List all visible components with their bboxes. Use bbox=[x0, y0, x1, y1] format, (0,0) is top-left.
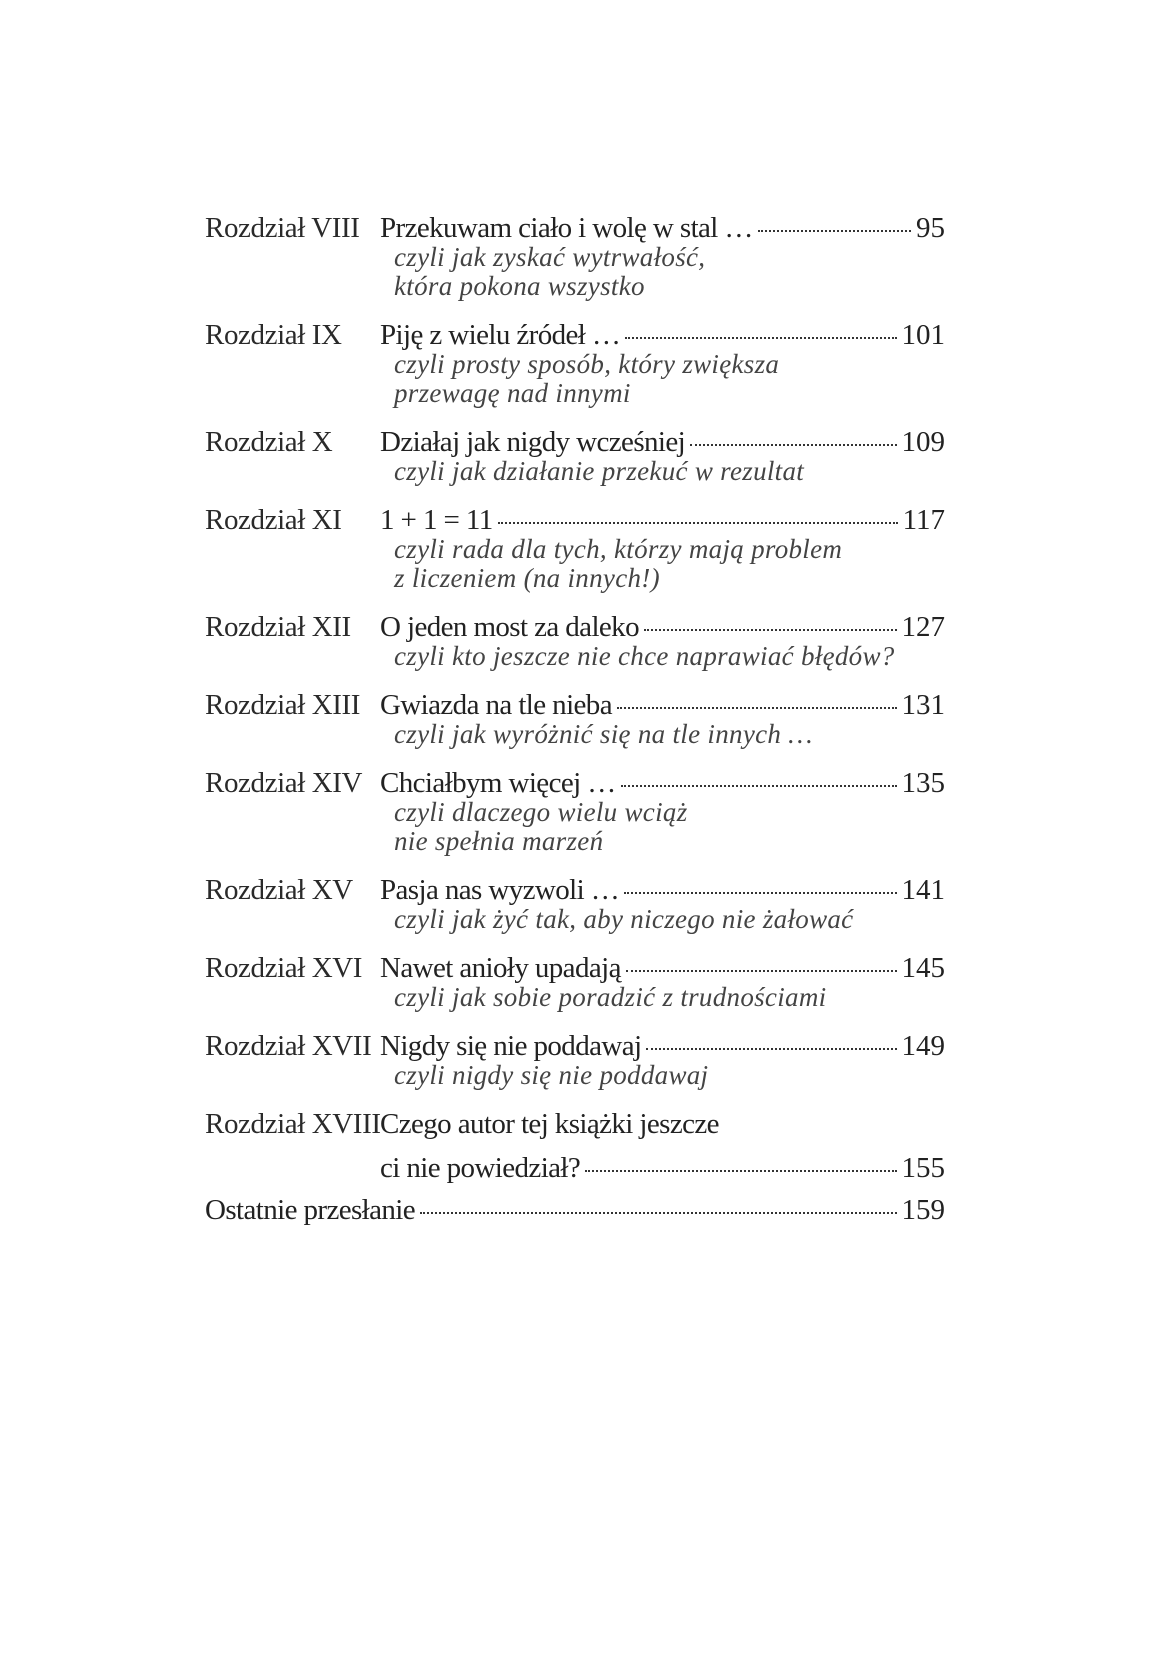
chapter-subtitle: czyli jak sobie poradzić z trudnościami bbox=[394, 982, 827, 1012]
dot-leader bbox=[626, 970, 897, 972]
page-number: 127 bbox=[901, 611, 945, 643]
chapter-subtitle: czyli dlaczego wielu wciąż bbox=[394, 797, 688, 827]
page-number: 101 bbox=[901, 319, 945, 351]
dot-leader bbox=[420, 1212, 896, 1214]
chapter-subtitle: czyli nigdy się nie poddawaj bbox=[394, 1060, 709, 1090]
dot-leader bbox=[498, 522, 898, 524]
chapter-title: Nigdy się nie poddawaj bbox=[380, 1030, 642, 1062]
chapter-title: Piję z wielu źródeł … bbox=[380, 319, 621, 351]
chapter-subtitle: nie spełnia marzeń bbox=[394, 826, 604, 856]
chapter-number: Rozdział XV bbox=[205, 874, 353, 906]
toc-entry bbox=[205, 875, 945, 934]
page-number: 117 bbox=[902, 504, 945, 536]
dot-leader bbox=[617, 707, 897, 709]
entry-body bbox=[380, 953, 945, 1012]
chapter-subtitle: czyli jak wyróżnić się na tle innych … bbox=[394, 719, 813, 749]
chapter-subtitle: z liczeniem (na innych!) bbox=[394, 563, 660, 593]
entry-body bbox=[380, 612, 945, 671]
dot-leader bbox=[690, 444, 896, 446]
chapter-title: Działaj jak nigdy wcześniej bbox=[380, 426, 686, 458]
chapter-title: Przekuwam ciało i wolę w stal … bbox=[380, 212, 753, 244]
toc-entry bbox=[205, 213, 945, 301]
chapter-number: Rozdział XVII bbox=[205, 1030, 372, 1062]
page-number: 145 bbox=[901, 952, 945, 984]
chapter-number: Rozdział XIV bbox=[205, 767, 363, 799]
entry-body bbox=[380, 213, 945, 301]
chapter-number: Rozdział XVIII bbox=[205, 1108, 381, 1140]
entry-body bbox=[380, 875, 945, 934]
chapter-subtitle: czyli kto jeszcze nie chce naprawiać błędów? bbox=[394, 641, 895, 671]
title-line bbox=[380, 953, 945, 983]
toc-entries bbox=[205, 213, 945, 1090]
chapter-number: Rozdział VIII bbox=[205, 212, 360, 244]
chapter-title: Gwiazda na tle nieba bbox=[380, 689, 612, 721]
toc-entry bbox=[205, 320, 945, 408]
chapter-title: Chciałbym więcej … bbox=[380, 767, 616, 799]
toc-entry bbox=[205, 427, 945, 486]
chapter-title: O jeden most za daleko bbox=[380, 611, 639, 643]
toc-entry bbox=[205, 612, 945, 671]
chapter-title: 1 + 1 = 11 bbox=[380, 504, 493, 536]
dot-leader bbox=[621, 785, 897, 787]
dot-leader bbox=[624, 892, 896, 894]
dot-leader bbox=[758, 230, 911, 232]
chapter-number: Rozdział X bbox=[205, 426, 333, 458]
page-number: 95 bbox=[916, 212, 945, 244]
dot-leader bbox=[644, 629, 897, 631]
chapter-subtitle: czyli rada dla tych, którzy mają problem bbox=[394, 534, 843, 564]
chapter-subtitle: czyli jak zyskać wytrwałość, bbox=[394, 242, 706, 272]
title-line bbox=[380, 427, 945, 457]
toc-entry bbox=[205, 1031, 945, 1090]
chapter-subtitle: czyli jak działanie przekuć w rezultat bbox=[394, 456, 805, 486]
entry-body bbox=[380, 505, 945, 593]
chapter-title-continuation: ci nie powiedział? bbox=[380, 1152, 581, 1184]
entry-body bbox=[380, 320, 945, 408]
page-number: 155 bbox=[901, 1152, 945, 1184]
entry-body bbox=[380, 768, 945, 856]
title-line bbox=[380, 505, 945, 535]
entry-body bbox=[380, 690, 945, 749]
chapter-number: Rozdział XVI bbox=[205, 952, 363, 984]
toc-entry bbox=[205, 768, 945, 856]
toc-final-entry bbox=[205, 1195, 945, 1225]
title-line bbox=[380, 213, 945, 243]
entry-body bbox=[380, 427, 945, 486]
title-line bbox=[380, 690, 945, 720]
title-line bbox=[380, 768, 945, 798]
page-number: 149 bbox=[901, 1030, 945, 1062]
chapter-number: Rozdział XIII bbox=[205, 689, 361, 721]
chapter-number: Rozdział IX bbox=[205, 319, 342, 351]
chapter-subtitle: przewagę nad innymi bbox=[394, 378, 631, 408]
chapter-subtitle: czyli jak żyć tak, aby niczego nie żałować bbox=[394, 904, 854, 934]
entry-body bbox=[380, 1109, 945, 1183]
chapter-number: Rozdział XI bbox=[205, 504, 342, 536]
toc-entry bbox=[205, 953, 945, 1012]
page-number: 135 bbox=[901, 767, 945, 799]
chapter-subtitle: czyli prosty sposób, który zwiększa bbox=[394, 349, 780, 379]
title-line bbox=[380, 1031, 945, 1061]
chapter-title: Czego autor tej książki jeszcze bbox=[380, 1108, 719, 1140]
dot-leader bbox=[585, 1170, 896, 1172]
page-number: 159 bbox=[901, 1194, 945, 1226]
dot-leader bbox=[625, 337, 896, 339]
entry-body bbox=[380, 1031, 945, 1090]
page-number: 131 bbox=[901, 689, 945, 721]
title-line bbox=[380, 612, 945, 642]
chapter-title: Pasja nas wyzwoli … bbox=[380, 874, 620, 906]
dot-leader bbox=[646, 1048, 896, 1050]
chapter-number: Rozdział XII bbox=[205, 611, 351, 643]
final-title: Ostatnie przesłanie bbox=[205, 1194, 416, 1226]
page-number: 141 bbox=[901, 874, 945, 906]
title-line bbox=[380, 875, 945, 905]
toc-entry bbox=[205, 505, 945, 593]
toc-entry bbox=[205, 690, 945, 749]
table-of-contents bbox=[205, 213, 945, 1225]
chapter-title-line bbox=[380, 1153, 945, 1183]
page-number: 109 bbox=[901, 426, 945, 458]
toc-entry bbox=[205, 1109, 945, 1183]
chapter-subtitle: która pokona wszystko bbox=[394, 271, 645, 301]
title-line bbox=[380, 320, 945, 350]
chapter-title: Nawet anioły upadają bbox=[380, 952, 621, 984]
